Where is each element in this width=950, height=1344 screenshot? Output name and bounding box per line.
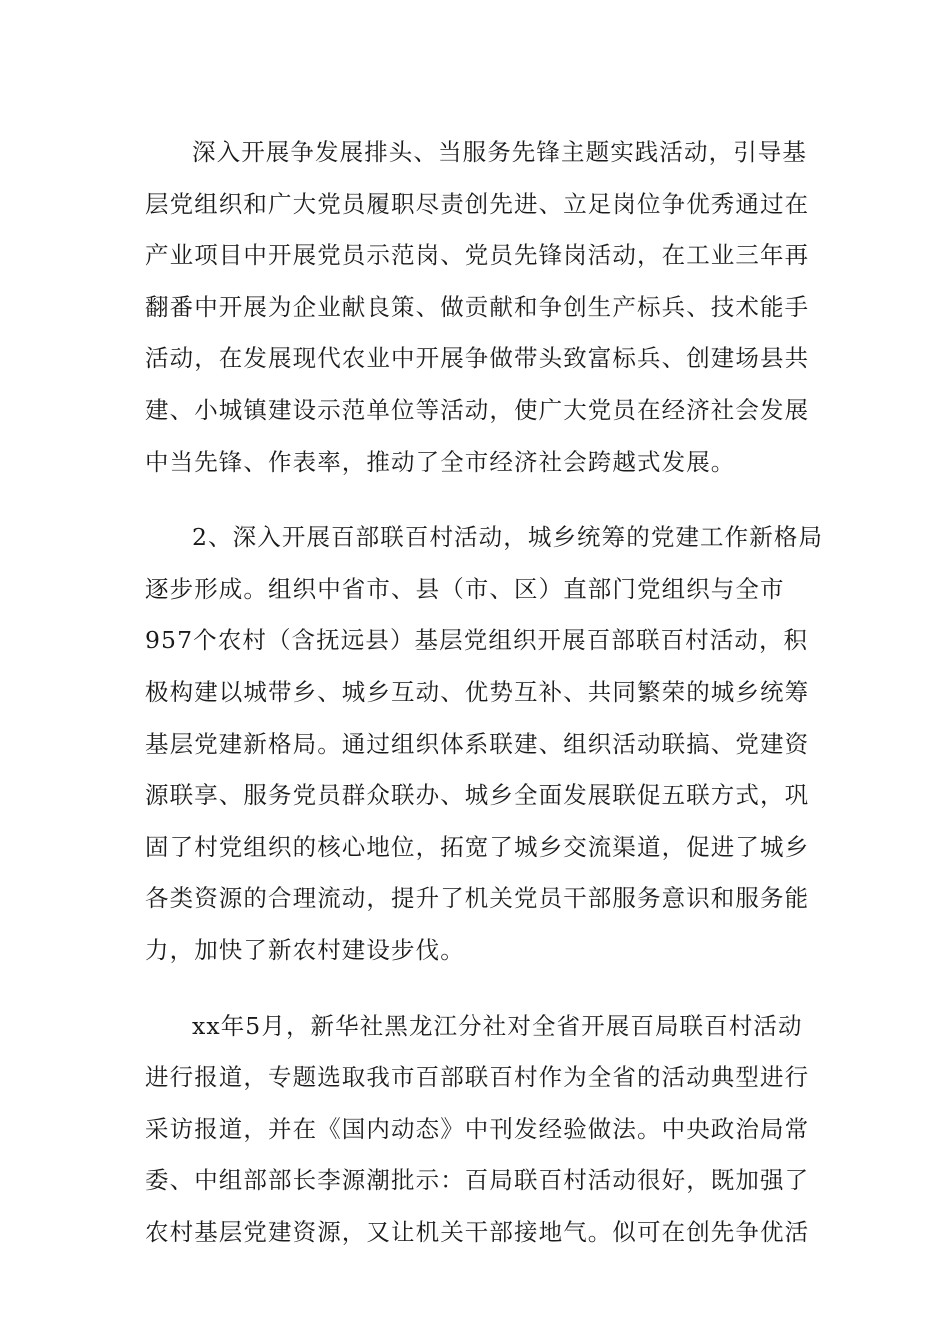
document-body [145,127,824,1258]
text-line: 中当先锋、作表率，推动了全市经济社会跨越式发展。 [145,447,736,476]
text-line: 2、深入开展百部联百村活动，城乡统筹的党建工作新格局 [192,523,824,552]
text-line: 采访报道，并在《国内动态》中刊发经验做法。中央政治局常 [145,1114,810,1143]
text-line: 极构建以城带乡、城乡互动、优势互补、共同繁荣的城乡统筹 [145,677,810,706]
text-line: 活动，在发展现代农业中开展争做带头致富标兵、创建场县共 [145,344,810,373]
paragraph-2 [145,512,824,976]
text-line: 翻番中开展为企业献良策、做贡献和争创生产标兵、技术能手 [145,292,810,321]
text-line: 委、中组部部长李源潮批示：百局联百村活动很好，既加强了 [145,1166,810,1195]
paragraph-3 [145,1001,810,1259]
text-line: xx年5月，新华社黑龙江分社对全省开展百局联百村活动 [192,1011,803,1040]
text-line: 建、小城镇建设示范单位等活动，使广大党员在经济社会发展 [145,395,810,424]
text-line: 农村基层党建资源，又让机关干部接地气。似可在创先争优活 [145,1217,810,1246]
text-line: 基层党建新格局。通过组织体系联建、组织活动联搞、党建资 [145,729,810,758]
text-line: 层党组织和广大党员履职尽责创先进、立足岗位争优秀通过在 [145,189,810,218]
text-line: 进行报道，专题选取我市百部联百村作为全省的活动典型进行 [145,1063,810,1092]
text-line: 源联享、服务党员群众联办、城乡全面发展联促五联方式，巩 [145,781,810,810]
text-line: 固了村党组织的核心地位，拓宽了城乡交流渠道，促进了城乡 [145,832,810,861]
text-line: 957个农村（含抚远县）基层党组织开展百部联百村活动，积 [145,626,809,655]
text-line: 逐步形成。组织中省市、县（市、区）直部门党组织与全市 [145,574,785,603]
text-line: 产业项目中开展党员示范岗、党员先锋岗活动，在工业三年再 [145,241,810,270]
text-line: 深入开展争发展排头、当服务先锋主题实践活动，引导基 [192,138,807,166]
text-line: 力，加快了新农村建设步伐。 [145,935,465,964]
paragraph-1 [145,127,810,488]
text-line: 各类资源的合理流动，提升了机关党员干部服务意识和服务能 [145,884,810,913]
